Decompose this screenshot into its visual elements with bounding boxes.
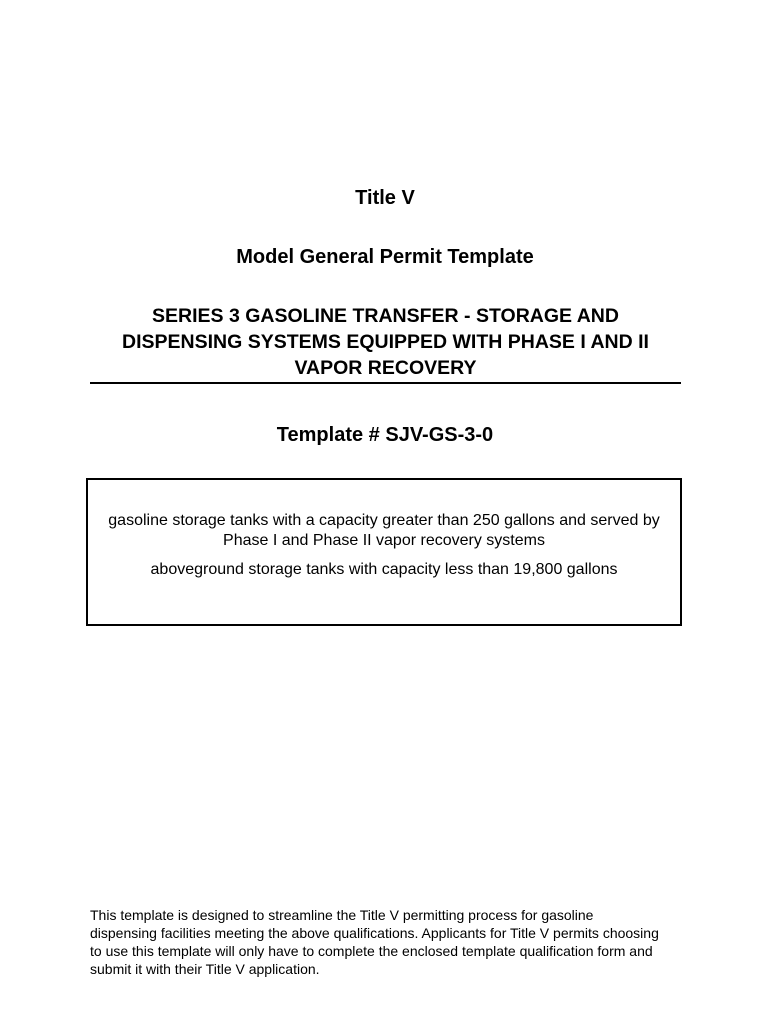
template-number: Template # SJV-GS-3-0 (276, 424, 494, 446)
document-subtitle: Model General Permit Template (236, 246, 534, 268)
qualifications-box (86, 478, 682, 626)
qualification-item: aboveground storage tanks with capacity less than 19,800 gallons (150, 561, 618, 578)
qualification-item: gasoline storage tanks with a capacity greater than 250 gallons and served by Phase I and Phase II vapor recovery systems (108, 512, 660, 549)
footer-note: This template is designed to streamline the Title V permitting process for gasoline dispensing facilities meeting the above qualifications. Applicants for Title V permits choosing to use this template will only have to complete the enclosed template qualification form and submit it with their Title V application. (90, 907, 659, 977)
document-title: Title V (355, 187, 415, 209)
series-title: SERIES 3 GASOLINE TRANSFER - STORAGE AND DISPENSING SYSTEMS EQUIPPED WITH PHASE I AND II VAPOR RECOVERY (90, 303, 681, 384)
